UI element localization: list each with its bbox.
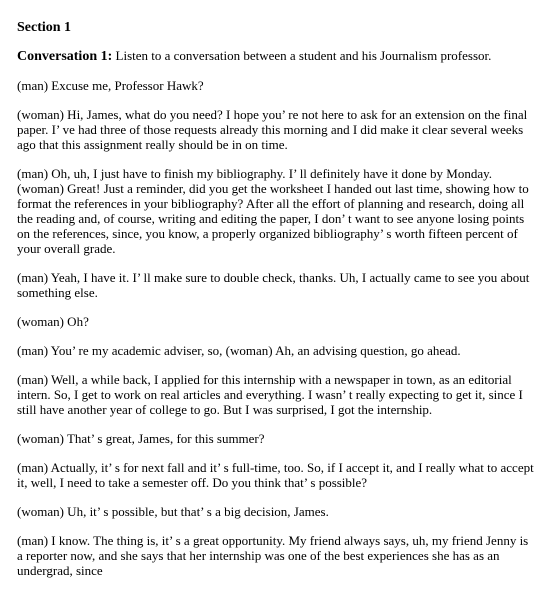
document-page: [17, 12, 537, 592]
conversation-label: Conversation 1:: [17, 49, 113, 64]
conversation-intro-text: Listen to a conversation between a student and his Journalism professor.: [112, 48, 492, 63]
dialogue-paragraph: (woman) Hi, James, what do you need? I hope you’ re not here to ask for an extension on the final paper. I’ ve had three of those requests already this morning and I did make it clear several weeks ago that this assignment really should be in on time.: [17, 107, 528, 152]
dialogue-paragraph: (man) Actually, it’ s for next fall and it’ s full-time, too. So, if I accept it, and I really what to accept it, well, I need to take a semester off. Do you think that’ s possible?: [17, 460, 534, 490]
conversation-intro: [17, 48, 537, 64]
dialogue-paragraph: (woman) Oh?: [17, 314, 89, 329]
section-title: Section 1: [17, 20, 72, 35]
dialogue-paragraph: (man) Excuse me, Professor Hawk?: [17, 78, 204, 93]
dialogue-paragraph: (man) Well, a while back, I applied for this internship with a newspaper in town, as an editorial intern. So, I get to work on real articles and everything. I wasn’ t really expecting to get it, since I still have another year of college to go. But I was surprised, I got the internship.: [17, 372, 523, 417]
dialogue-paragraph: (man) Oh, uh, I just have to finish my bibliography. I’ ll definitely have it done by Monday. (woman) Great! Just a reminder, did you get the worksheet I handed out last time, showing how to format the references in your bibliography? After all the effort of planning and research, doing all the reading and, of course, writing and editing the paper, I don’ t want to see anyone losing points on the references, since, you know, a properly organized bibliography’ s worth fifteen percent of your overall grade.: [17, 166, 529, 256]
dialogue-paragraph: (woman) Uh, it’ s possible, but that’ s a big decision, James.: [17, 504, 329, 519]
dialogue-paragraph: (man) I know. The thing is, it’ s a great opportunity. My friend always says, uh, my friend Jenny is a reporter now, and she says that her internship was one of the best experiences she has as an undergrad, since: [17, 533, 529, 578]
dialogue-paragraph: (woman) That’ s great, James, for this summer?: [17, 431, 265, 446]
dialogue-paragraph: (man) Yeah, I have it. I’ ll make sure to double check, thanks. Uh, I actually came to see you about something else.: [17, 270, 530, 300]
dialogue-paragraph: (man) You’ re my academic adviser, so, (woman) Ah, an advising question, go ahead.: [17, 343, 461, 358]
